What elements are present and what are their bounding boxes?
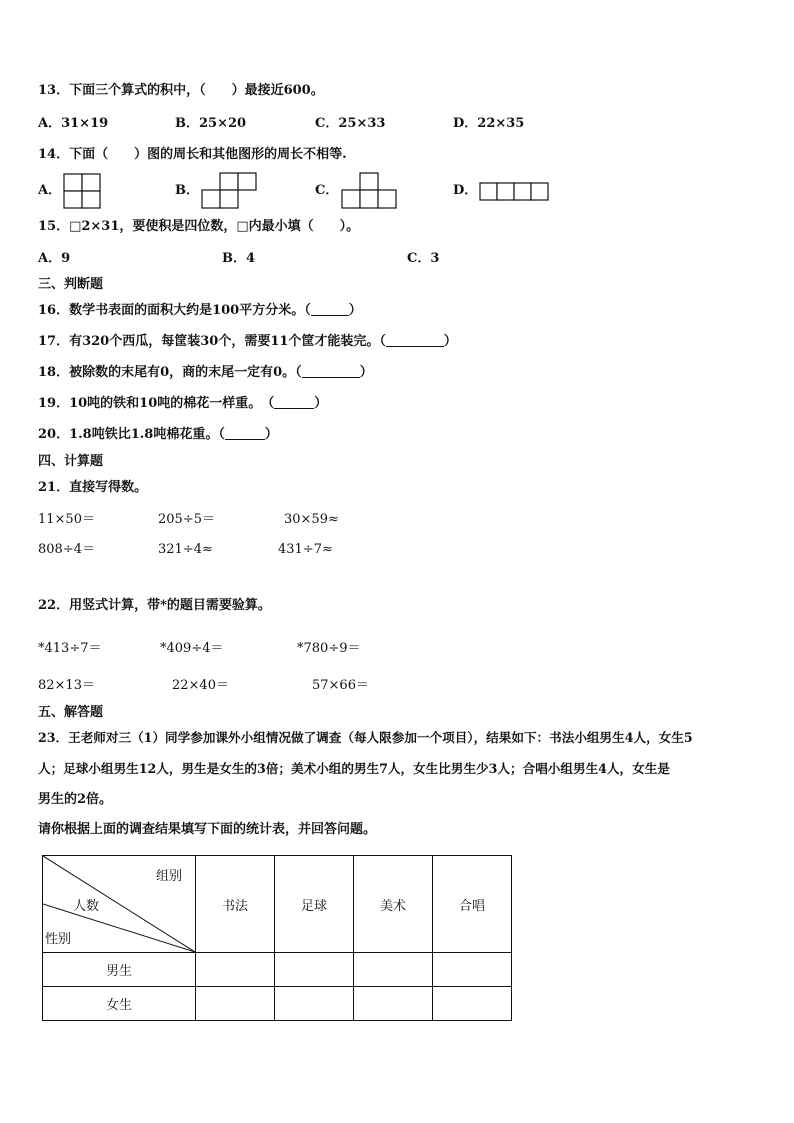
q21-item: 321÷4≈ bbox=[158, 542, 213, 557]
q21-item: 205÷5＝ bbox=[158, 512, 215, 527]
table-corner-header bbox=[43, 856, 196, 953]
q16: 16．数学书表面的面积大约是100平方分米。（ ） bbox=[38, 303, 362, 318]
statistics-table bbox=[42, 855, 512, 1021]
row-header: 男生 bbox=[43, 953, 196, 987]
answer-blank[interactable] bbox=[386, 334, 444, 347]
section-3-heading: 三、判断题 bbox=[38, 277, 104, 292]
q14-stem: 14．下面（ ）图的周长和其他图形的周长不相等. bbox=[38, 147, 347, 162]
table-row bbox=[43, 953, 512, 987]
answer-blank[interactable] bbox=[302, 365, 360, 378]
q14-label-b: B． bbox=[175, 183, 199, 198]
row-header: 女生 bbox=[43, 987, 196, 1021]
q20: 20．1.8吨铁比1.8吨棉花重。（ ） bbox=[38, 427, 278, 442]
section-4-heading: 四、计算题 bbox=[38, 454, 104, 469]
q22-stem: 22．用竖式计算，带*的题目需要验算。 bbox=[38, 598, 271, 613]
q13-option-c: C．25×33 bbox=[315, 116, 386, 131]
q14-label-a: A． bbox=[38, 183, 62, 198]
q13-stem: 13．下面三个算式的积中，（ ）最接近600。 bbox=[38, 83, 324, 98]
corner-label-gender: 性别 bbox=[45, 932, 72, 947]
q21-item: 431÷7≈ bbox=[278, 542, 333, 557]
q21-item: 11×50＝ bbox=[38, 512, 95, 527]
q15-option-b: B．4 bbox=[222, 251, 256, 266]
q15-option-c: C．3 bbox=[407, 251, 440, 266]
q14-label-c: C． bbox=[315, 183, 339, 198]
table-cell[interactable] bbox=[275, 987, 354, 1021]
answer-blank[interactable] bbox=[311, 303, 349, 316]
q23-text-line2: 人；足球小组男生12人，男生是女生的3倍；美术小组的男生7人，女生比男生少3人；合唱小组男生4人，女生是 bbox=[38, 761, 670, 776]
corner-label-count: 人数 bbox=[73, 899, 100, 914]
q14-figure-c bbox=[340, 171, 400, 211]
q13-option-a: A．31×19 bbox=[38, 116, 109, 131]
q23-text-line3: 男生的2倍。 bbox=[38, 792, 113, 807]
q15-option-a: A．9 bbox=[38, 251, 71, 266]
q14-figure-b bbox=[200, 171, 260, 211]
column-header: 书法 bbox=[196, 856, 275, 953]
q14-label-d: D． bbox=[453, 183, 478, 198]
table-cell[interactable] bbox=[433, 987, 512, 1021]
q13-option-b: B．25×20 bbox=[175, 116, 247, 131]
q21-stem: 21．直接写得数。 bbox=[38, 480, 148, 495]
table-cell[interactable] bbox=[196, 953, 275, 987]
q22-item: *409÷4＝ bbox=[160, 641, 224, 656]
q21-item: 808÷4＝ bbox=[38, 542, 95, 557]
q22-item: 57×66＝ bbox=[312, 678, 369, 693]
table-row bbox=[43, 987, 512, 1021]
corner-label-group: 组别 bbox=[156, 869, 183, 884]
table-cell[interactable] bbox=[354, 987, 433, 1021]
section-5-heading: 五、解答题 bbox=[38, 705, 104, 720]
q22-item: *780÷9＝ bbox=[297, 641, 361, 656]
q19: 19．10吨的铁和10吨的棉花一样重。 （ ） bbox=[38, 396, 328, 411]
table-cell[interactable] bbox=[196, 987, 275, 1021]
q18: 18．被除数的末尾有0，商的末尾一定有0。（ ） bbox=[38, 365, 373, 380]
q15-stem: 15．□2×31，要使积是四位数，□内最小填（ ）。 bbox=[38, 219, 360, 234]
q17: 17．有320个西瓜，每筐装30个，需要11个筐才能装完。（ ） bbox=[38, 334, 457, 349]
q22-item: 82×13＝ bbox=[38, 678, 95, 693]
q14-figure-d bbox=[478, 181, 554, 203]
q22-item: 22×40＝ bbox=[172, 678, 229, 693]
q21-item: 30×59≈ bbox=[284, 512, 339, 527]
column-header: 美术 bbox=[354, 856, 433, 953]
answer-blank[interactable] bbox=[274, 396, 314, 409]
q22-item: *413÷7＝ bbox=[38, 641, 102, 656]
table-cell[interactable] bbox=[275, 953, 354, 987]
column-header: 合唱 bbox=[433, 856, 512, 953]
table-cell[interactable] bbox=[433, 953, 512, 987]
column-header: 足球 bbox=[275, 856, 354, 953]
q14-figure-a bbox=[62, 172, 104, 210]
answer-blank[interactable] bbox=[225, 427, 265, 440]
q23-text-line1: 23．王老师对三（1）同学参加课外小组情况做了调查（每人限参加一个项目），结果如下：书法小组男生4人，女生5 bbox=[38, 730, 693, 745]
q23-instruction: 请你根据上面的调查结果填写下面的统计表，并回答问题。 bbox=[38, 822, 377, 837]
q13-option-d: D．22×35 bbox=[453, 116, 525, 131]
table-cell[interactable] bbox=[354, 953, 433, 987]
